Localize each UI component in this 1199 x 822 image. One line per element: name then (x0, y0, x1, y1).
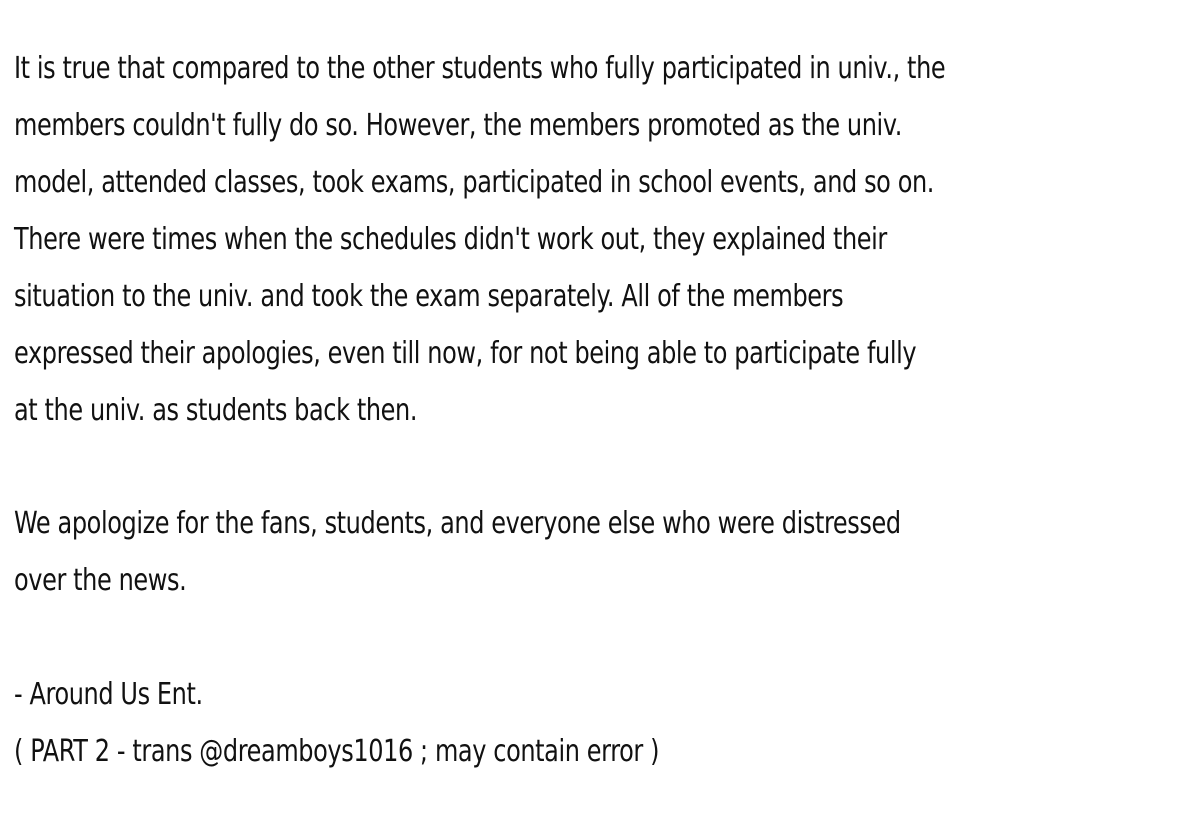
text-line: at the univ. as students back then. (14, 393, 418, 428)
text-line: There were times when the schedules didn't work out, they explained their (14, 222, 887, 257)
text-line: situation to the univ. and took the exam separately. All of the members (14, 279, 844, 314)
signature: - Around Us Ent. (14, 677, 203, 712)
text-line: It is true that compared to the other students who fully participated in univ., the (14, 51, 946, 86)
text-line: members couldn't fully do so. However, the members promoted as the univ. (14, 108, 902, 143)
text-line: model, attended classes, took exams, participated in school events, and so on. (14, 165, 935, 200)
text-line: over the news. (14, 563, 187, 598)
text-line: expressed their apologies, even till now, for not being able to participate fully (14, 336, 917, 371)
translation-credit: ( PART 2 - trans @dreamboys1016 ; may contain error ) (14, 734, 660, 769)
text-line: We apologize for the fans, students, and everyone else who were distressed (14, 506, 901, 541)
